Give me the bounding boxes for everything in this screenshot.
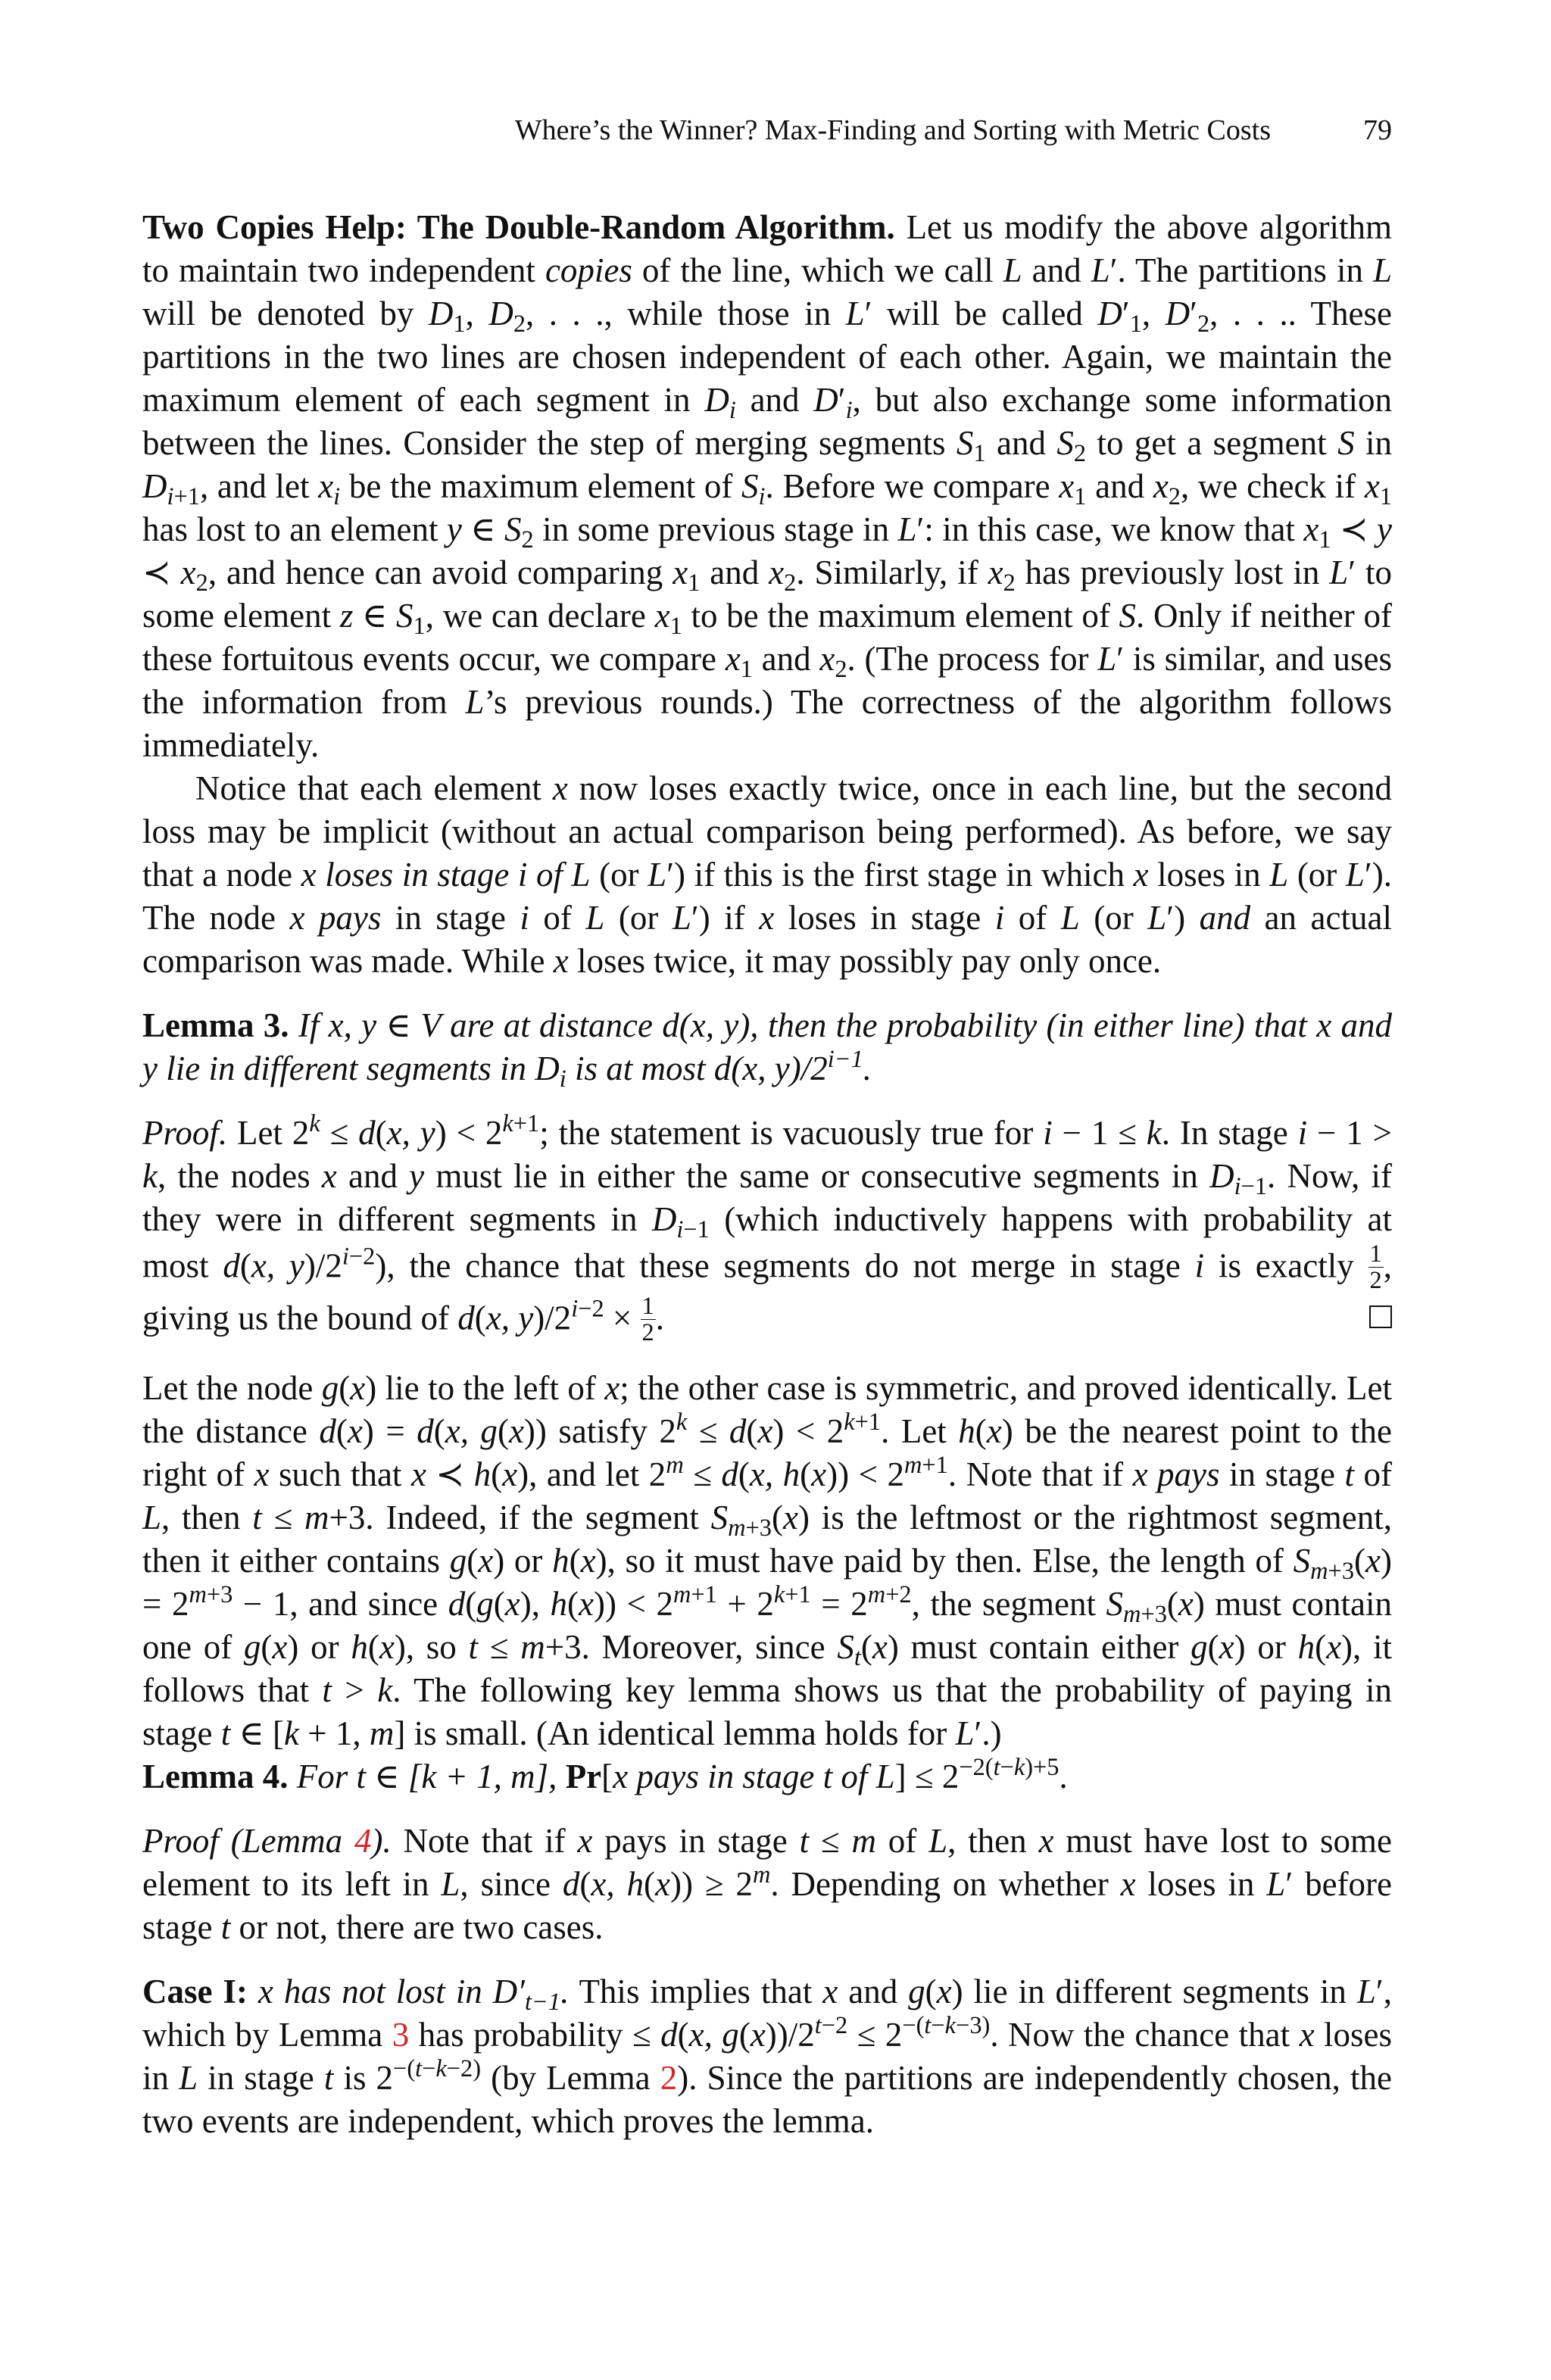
paragraph-node-g: Let the node g(x) lie to the left of x; the other case is symmetric, and proved identically. Let the distance d(x) = d(x, g(x)) satisfy $2^k \le d(x) < 2^{k+1}$. Let h(x) be the nearest point to the right of x such that x ≺ h(x), and let $2^m \le d(x$, $h(x)) < 2^{m+1}$. Note that if x pays in stage t of L, then t ≤ m+3. Indeed, if the segment $S_{m+3}(x)$ is the leftmost or the rightmost segment, then it either contains g(x) or h(x), so it must have paid by then. Else, the length of $S_{m+3}(x) = 2^{m+3} - 1$, and since d(g(x), $h(x)) < 2^{m+1} + 2^{k+1} = 2^{m+2}$, the segment $S_{m+3}(x)$ must contain one of g(x) or h(x), so t ≤ m+3. Moreover, since $S_t(x)$ must contain either g(x) or h(x), it follows that t > k. The following key lemma shows us that the probability of paying in stage t ∈ [k + 1, m] is small. (An identical lemma holds for L′.) bbox=[142, 1369, 1393, 1753]
case-1: Case I: x has not lost in $D'_{t-1}$. This implies that x and g(x) lie in different segments in L′, which by Lemma 3 has probability ≤ d(x, $g(x))/2^{t-2} \le 2^{-(t-k-3)}$. Now the chance that x loses in L in stage t is $2^{-(t-k-2)}$ (by Lemma 2). Since the partitions are independently chosen, the two events are independent, which proves the lemma. bbox=[142, 1973, 1393, 2141]
lemma-3: Lemma 3. If x, y ∈ V are at distance d(x, y), then the probability (in either line) that x and y lie in different segments in $D_i$ is at most d(x, $y)/2^{i-1}$. bbox=[142, 1006, 1393, 1093]
running-head bbox=[142, 114, 1392, 159]
lemma-3-label: Lemma 3. bbox=[142, 1006, 289, 1044]
lemma-2-link[interactable]: 2 bbox=[660, 2059, 678, 2098]
lemma-3-link[interactable]: 3 bbox=[392, 2016, 410, 2054]
lemma-4: Lemma 4. For t ∈ [k + 1, m], Pr[x pays in stage t of $L] \le 2^{-2(t-k)+5}$. bbox=[142, 1754, 1068, 1796]
body-text bbox=[142, 206, 1392, 2143]
paragraph-double-random: Two Copies Help: The Double-Random Algorithm. Let us modify the above algorithm to maintain two independent copies of the line, which we call L and L′. The partitions in L will be denoted by $D_1$, $D_2$, . . ., while those in L′ will be called $D'_1$, $D'_2$, . . .. These partitions in the two lines are chosen independent of each other. Again, we maintain the maximum element of each segment in $D_i$ and $D'_i$, but also exchange some information between the lines. Consider the step of merging segments $S_1$ and $S_2$ to get a segment S in $D_{i+1}$, and let $x_i$ be the maximum element of $S_i$. Before we compare $x_1$ and $x_2$, we check if $x_1$ has lost to an element y ∈ $S_2$ in some previous stage in L′: in this case, we know that $x_1$ ≺ y ≺ $x_2$, and hence can avoid comparing $x_1$ and $x_2$. Similarly, if $x_2$ has previously lost in L′ to some element z ∈ $S_1$, we can declare $x_1$ to be the maximum element of S. Only if neither of these fortuitous events occur, we compare $x_1$ and $x_2$. (The process for L′ is similar, and uses the information from L’s previous rounds.) The correctness of the algorithm follows immediately. bbox=[142, 208, 1393, 764]
lemma-4-link[interactable]: 4 bbox=[354, 1822, 372, 1861]
lemma-4-proof: Proof (Lemma 4). Note that if x pays in stage t ≤ m of L, then x must have lost to some element to its left in L, since d(x, $h(x)) \ge 2^m$. Depending on whether x loses in L′ before stage t or not, there are two cases. bbox=[142, 1822, 1392, 1947]
paragraph-loses-twice: Notice that each element x now loses exactly twice, once in each line, but the second loss may be implicit (without an actual comparison being performed). As before, we say that a node x loses in stage i of L (or L′) if this is the first stage in which x loses in L (or L′). The node x pays in stage i of L (or L′) if x loses in stage i of L (or L′) and an actual comparison was made. While x loses twice, it may possibly pay only once. bbox=[142, 769, 1392, 980]
section-heading: Two Copies Help: The Double-Random Algorithm. bbox=[142, 208, 895, 246]
running-title: Where’s the Winner? Max-Finding and Sorting with Metric Costs bbox=[514, 114, 1271, 146]
case-1-label: Case I: bbox=[142, 1973, 248, 2011]
lemma-4-label: Lemma 4. bbox=[142, 1758, 289, 1796]
page-number: 79 bbox=[1363, 114, 1392, 146]
page bbox=[142, 114, 1392, 2143]
qed-box-icon bbox=[1369, 1305, 1392, 1328]
lemma-3-proof: Proof. Let $2^k \le d(x$, $y) < 2^{k+1}$; the statement is vacuously true for i − 1 ≤ k. In stage i − 1 > k, the nodes x and y must lie in either the same or consecutive segments in $D_{i-1}$. Now, if they were in different segments in $D_{i-1}$ (which inductively happens with probability at most d(x, $y)/2^{i-2}$), the chance that these segments do not merge in stage i is exactly $\frac{1}{2}$ , giving us the bound of d(x, $y)/2^{i-2}$ × $\frac{1}{2}$ . bbox=[142, 1110, 1393, 1347]
lemma-3-proof-label: Proof. bbox=[142, 1114, 228, 1152]
